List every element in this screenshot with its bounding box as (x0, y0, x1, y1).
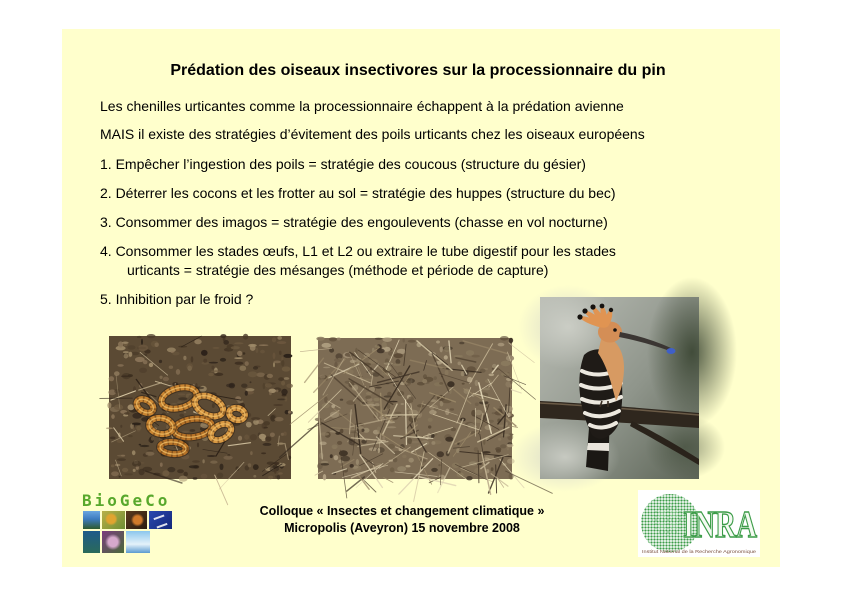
photo-hoopoe (540, 297, 699, 479)
biogeco-photo-tile (126, 531, 150, 553)
lead-text: MAIS il existe des stratégies d’évitement des poils urticants chez les oiseaux européens (100, 126, 645, 142)
photo-pine-litter (318, 338, 512, 479)
biogeco-photo-tile (102, 511, 125, 529)
list-item: 4. Consommer les stades œufs, L1 et L2 ou extraire le tube digestif pour les stades (100, 243, 616, 259)
biogeco-photo-tile (126, 511, 147, 529)
slide-title: Prédation des oiseaux insectivores sur la processionnaire du pin (170, 62, 666, 79)
inra-wordmark: INRA (683, 504, 758, 546)
biogeco-photo-tile (102, 531, 124, 553)
list-item: 3. Consommer des imagos = stratégie des engoulevents (chasse en vol nocturne) (100, 214, 608, 230)
inra-logo (638, 490, 760, 557)
list-item-continuation: urticants = stratégie des mésanges (méthode et période de capture) (127, 262, 549, 278)
list-item: 2. Déterrer les cocons et les frotter au sol = stratégie des huppes (structure du bec) (100, 185, 616, 201)
list-item: 1. Empêcher l’ingestion des poils = stratégie des coucous (structure du gésier) (100, 156, 586, 172)
intro-text: Les chenilles urticantes comme la processionnaire échappent à la prédation avienne (100, 98, 624, 114)
biogeco-photo-tile (83, 531, 100, 553)
photo-caterpillar-cocoons (109, 336, 291, 479)
footer (202, 503, 602, 537)
footer-event: Colloque « Insectes et changement climatique » (259, 504, 545, 518)
biogeco-logo (80, 493, 174, 555)
biogeco-photo-tile (83, 511, 100, 529)
footer-venue-date: Micropolis (Aveyron) 15 novembre 2008 (284, 521, 520, 535)
inra-tagline: Institut National de la Recherche Agronomique (642, 550, 741, 555)
slide (62, 29, 780, 567)
biogeco-wordmark: BioGeCo (82, 491, 171, 510)
biogeco-photo-tile (149, 511, 172, 529)
list-item: 5. Inhibition par le froid ? (100, 291, 254, 307)
